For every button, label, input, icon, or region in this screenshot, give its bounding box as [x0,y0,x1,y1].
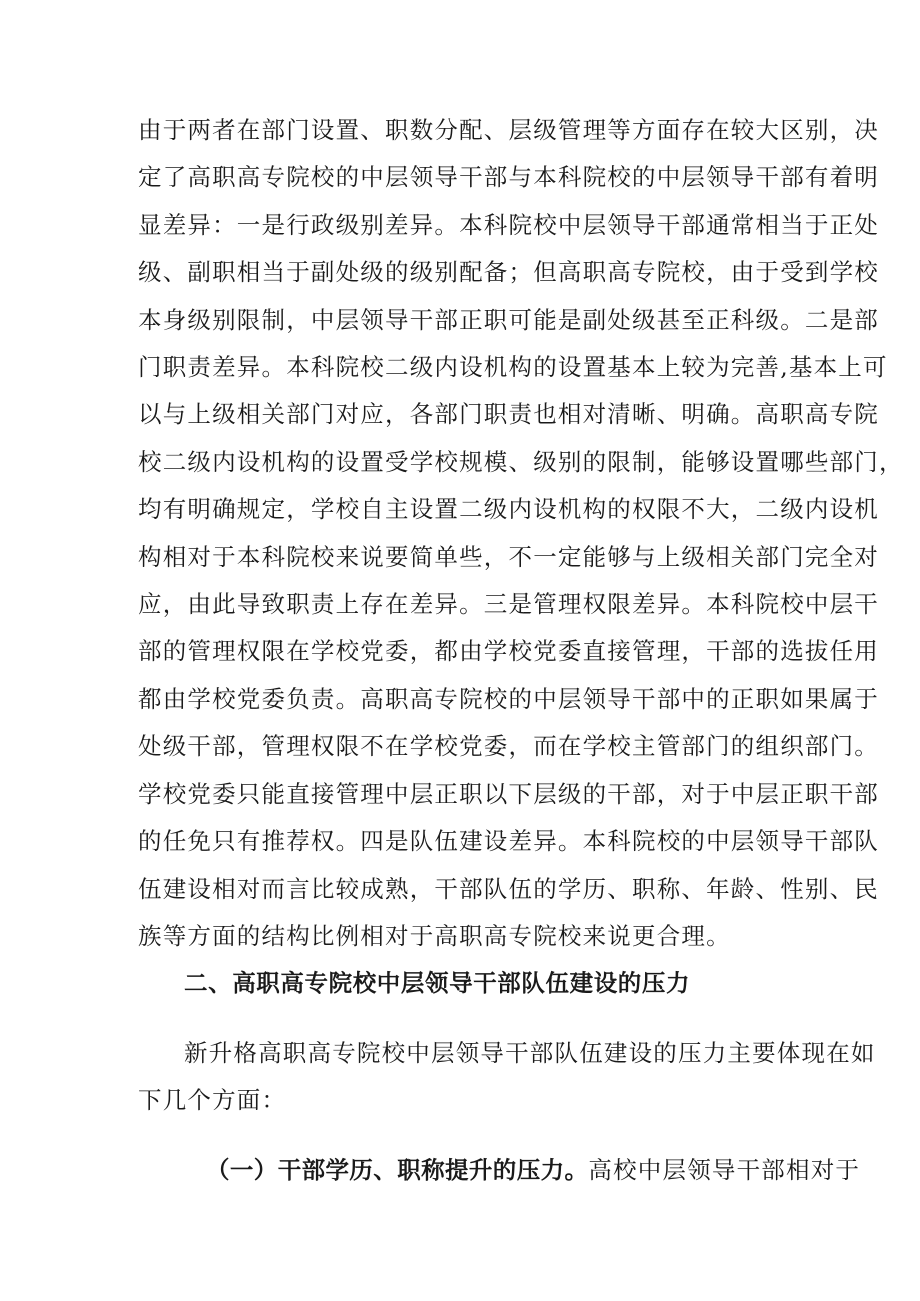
body-line-12: 部的管理权限在学校党委，都由学校党委直接管理，干部的选拔任用 [138,637,879,665]
subsection-lead: （一）干部学历、职称提升的压力。 [206,1156,589,1184]
body-line-13: 都由学校党委负责。高职高专院校的中层领导干部中的正职如果属于 [138,685,879,713]
body-line-15: 学校党委只能直接管理中层正职以下层级的干部，对于中层正职干部 [138,780,879,808]
body-line-17: 伍建设相对而言比较成熟，干部队伍的学历、职称、年龄、性别、民 [138,875,879,903]
body-line-1: 由于两者在部门设置、职数分配、层级管理等方面存在较大区别，决 [138,116,879,144]
body-line-4: 级、副职相当于副处级的级别配备；但高职高专院校，由于受到学校 [138,258,879,286]
body-line-18: 族等方面的结构比例相对于高职高专院校来说更合理。 [138,922,731,950]
body-line-11: 应，由此导致职责上存在差异。三是管理权限差异。本科院校中层干 [138,590,879,618]
body-line-5: 本身级别限制，中层领导干部正职可能是副处级甚至正科级。二是部 [138,306,879,334]
body-line-16: 的任免只有推荐权。四是队伍建设差异。本科院校的中层领导干部队 [138,827,879,855]
subsection-line [206,1153,860,1187]
body-line-2: 定了高职高专院校的中层领导干部与本科院校的中层领导干部有着明 [138,163,879,191]
intro-line-1: 新升格高职高专院校中层领导干部队伍建设的压力主要体现在如 [184,1039,876,1067]
body-line-6: 门职责差异。本科院校二级内设机构的设置基本上较为完善,基本上可 [138,353,888,381]
subsection-text: 高校中层领导干部相对于 [588,1156,861,1184]
body-line-9: 均有明确规定，学校自主设置二级内设机构的权限不大，二级内设机 [138,495,879,523]
intro-line-2: 下几个方面： [138,1086,287,1114]
body-line-8: 校二级内设机构的设置受学校规模、级别的限制，能够设置哪些部门， [138,448,904,476]
body-line-14: 处级干部，管理权限不在学校党委，而在学校主管部门的组织部门。 [138,732,879,760]
body-line-3: 显差异：一是行政级别差异。本科院校中层领导干部通常相当于正处 [138,211,879,239]
section-heading: 二、高职高专院校中层领导干部队伍建设的压力 [184,969,691,997]
body-line-10: 构相对于本科院校来说要简单些，不一定能够与上级相关部门完全对 [138,543,879,571]
body-line-7: 以与上级相关部门对应，各部门职责也相对清晰、明确。高职高专院 [138,400,879,428]
